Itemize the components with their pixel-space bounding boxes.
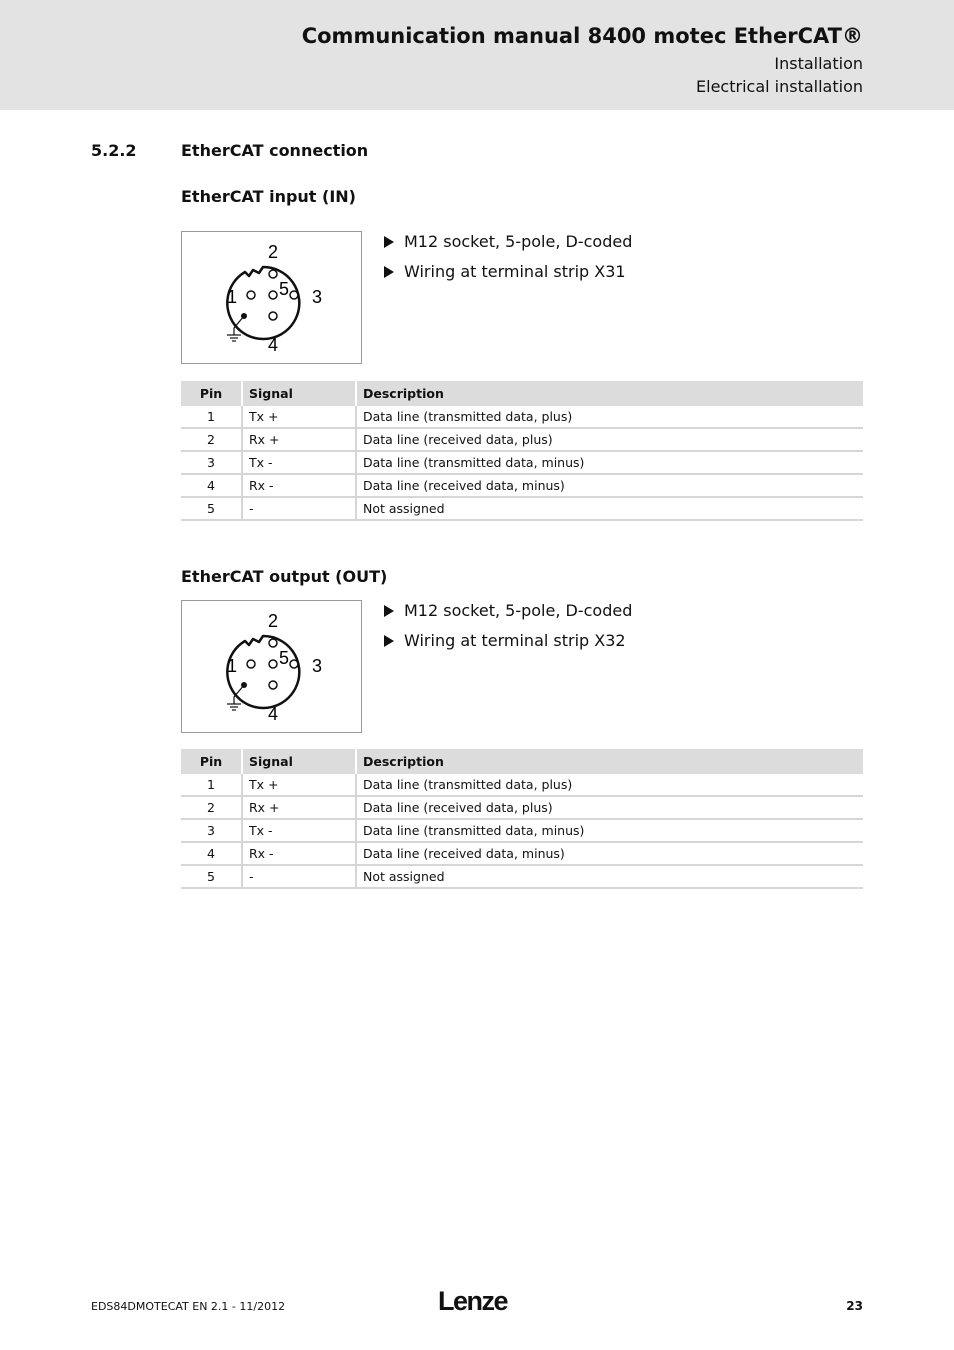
cell-pin: 3 [181,819,242,842]
column-header-signal: Signal [242,381,356,406]
output-connector-figure [181,600,362,733]
pin-label-1: 1 [227,656,238,676]
cell-pin: 4 [181,842,242,865]
m12-socket-icon [182,232,361,363]
column-header-signal: Signal [242,749,356,774]
list-item [384,631,632,661]
cell-signal: Tx + [242,774,356,796]
input-connector-figure [181,231,362,364]
triangle-right-icon [384,635,394,647]
pin-label-5: 5 [279,648,290,668]
pin-label-3: 3 [312,287,323,307]
output-bullet-list [384,601,632,661]
cell-description: Data line (transmitted data, minus) [356,451,863,474]
cell-description: Data line (received data, minus) [356,842,863,865]
cell-signal: Rx - [242,842,356,865]
cell-signal: Rx + [242,428,356,451]
cell-description: Data line (received data, plus) [356,428,863,451]
column-header-pin: Pin [181,381,242,406]
chapter-label: Installation [774,54,863,73]
table-row [181,474,863,497]
input-pin-table [181,381,863,521]
pin-label-4: 4 [268,704,279,724]
table-row [181,819,863,842]
table-row [181,774,863,796]
table-row [181,796,863,819]
section-title: EtherCAT connection [181,141,369,160]
cell-pin: 1 [181,406,242,428]
pin-label-2: 2 [268,242,279,262]
table-header-row [181,381,863,406]
cell-pin: 4 [181,474,242,497]
lenze-logo [437,1286,517,1314]
column-header-pin: Pin [181,749,242,774]
cell-description: Data line (received data, minus) [356,474,863,497]
pin-label-2: 2 [268,611,279,631]
m12-socket-icon [182,601,361,732]
cell-pin: 2 [181,796,242,819]
cell-pin: 5 [181,865,242,888]
triangle-right-icon [384,605,394,617]
list-item [384,262,632,292]
pin-label-3: 3 [312,656,323,676]
cell-signal: Rx + [242,796,356,819]
cell-description: Data line (received data, plus) [356,796,863,819]
cell-signal: - [242,865,356,888]
bullet-text: Wiring at terminal strip X32 [404,631,626,650]
bullet-text: M12 socket, 5-pole, D-coded [404,232,633,251]
cell-description: Data line (transmitted data, plus) [356,406,863,428]
output-heading: EtherCAT output (OUT) [181,567,388,586]
list-item [384,232,632,262]
list-item [384,601,632,631]
cell-description: Not assigned [356,497,863,520]
section-label: Electrical installation [696,77,863,96]
cell-pin: 1 [181,774,242,796]
triangle-right-icon [384,236,394,248]
section-number: 5.2.2 [91,141,137,160]
page-number: 23 [846,1299,863,1313]
pin-label-4: 4 [268,335,279,355]
document-id: EDS84DMOTECAT EN 2.1 - 11/2012 [91,1300,286,1313]
cell-pin: 5 [181,497,242,520]
column-header-description: Description [356,381,863,406]
input-heading: EtherCAT input (IN) [181,187,356,206]
bullet-text: Wiring at terminal strip X31 [404,262,626,281]
document-title: Communication manual 8400 motec EtherCAT® [301,24,863,48]
cell-signal: Tx - [242,819,356,842]
cell-signal: Tx + [242,406,356,428]
input-bullet-list [384,232,632,292]
table-row [181,451,863,474]
bullet-text: M12 socket, 5-pole, D-coded [404,601,633,620]
column-header-description: Description [356,749,863,774]
logo-text: Lenze [438,1286,508,1314]
cell-description: Data line (transmitted data, minus) [356,819,863,842]
cell-pin: 3 [181,451,242,474]
page-header [0,0,954,110]
table-row [181,406,863,428]
table-row [181,842,863,865]
cell-description: Data line (transmitted data, plus) [356,774,863,796]
table-row [181,865,863,888]
cell-pin: 2 [181,428,242,451]
cell-description: Not assigned [356,865,863,888]
table-header-row [181,749,863,774]
pin-label-1: 1 [227,287,238,307]
triangle-right-icon [384,266,394,278]
cell-signal: Tx - [242,451,356,474]
cell-signal: - [242,497,356,520]
table-row [181,497,863,520]
output-pin-table [181,749,863,889]
pin-label-5: 5 [279,279,290,299]
cell-signal: Rx - [242,474,356,497]
table-row [181,428,863,451]
